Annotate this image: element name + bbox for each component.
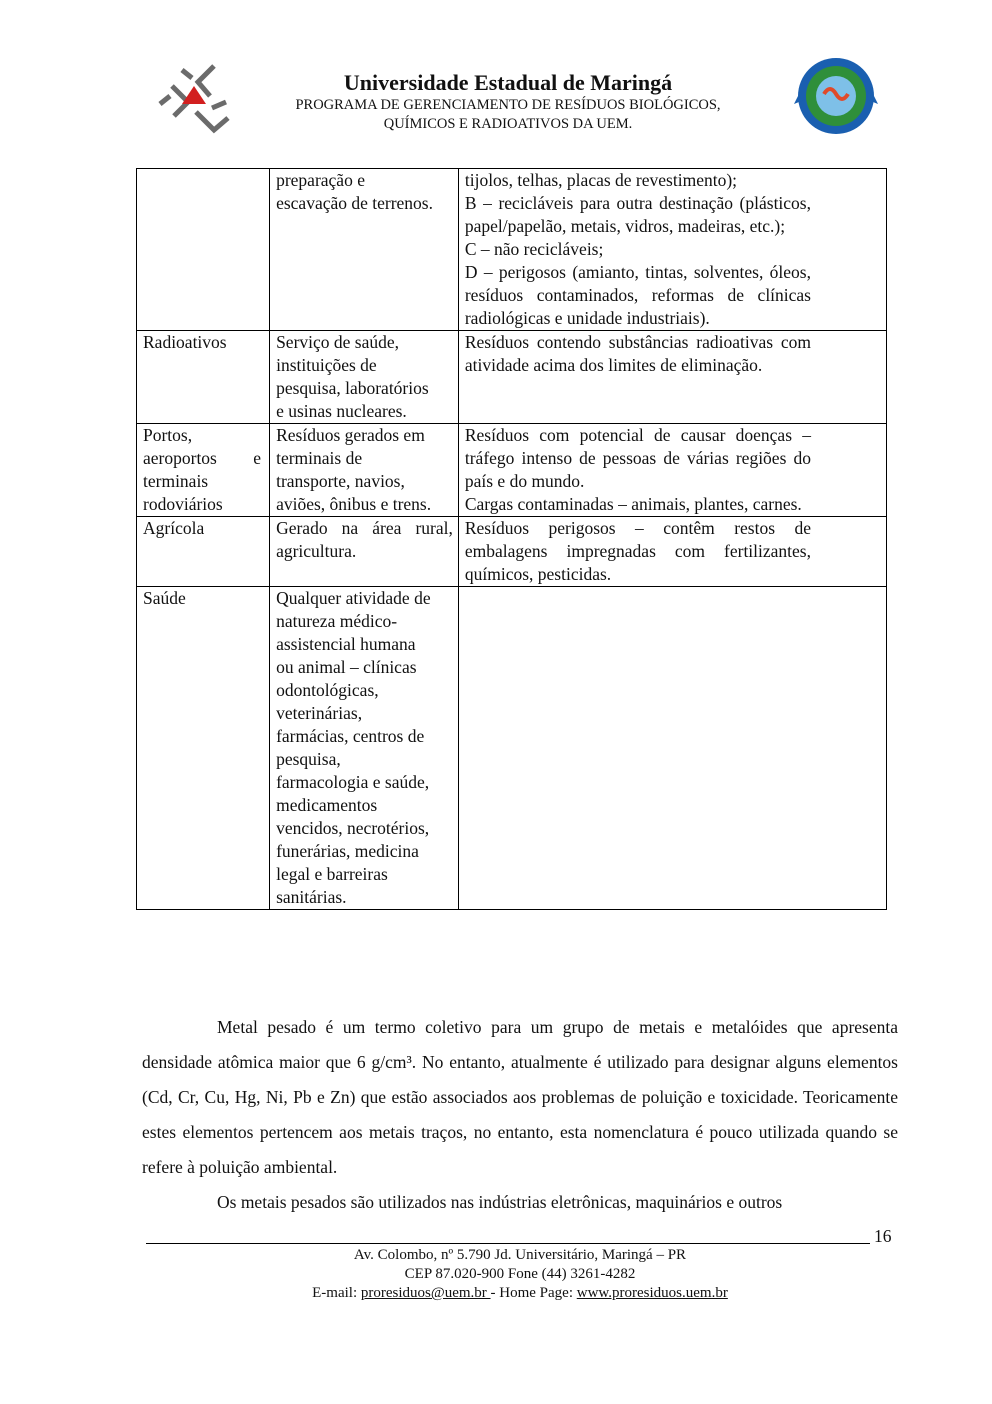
footer-divider	[146, 1243, 870, 1244]
source-line: legal e barreiras	[276, 864, 388, 884]
proresiduos-logo-icon	[794, 54, 878, 138]
page-footer	[250, 1246, 790, 1303]
table-row	[137, 331, 887, 424]
source-line: instituições de	[276, 355, 377, 375]
table-cell-description	[458, 424, 886, 517]
source-line: e usinas nucleares.	[276, 401, 407, 421]
table-cell-type: Agrícola	[137, 517, 270, 587]
table-cell-type: Saúde	[137, 587, 270, 910]
source-line: ou animal – clínicas	[276, 657, 417, 677]
table-row	[137, 424, 887, 517]
table-row	[137, 169, 887, 331]
university-name: Universidade Estadual de Maringá	[343, 70, 673, 95]
source-line: preparação e	[276, 170, 365, 190]
table-cell-source	[270, 587, 459, 910]
waste-types-table	[136, 168, 887, 910]
program-name	[250, 96, 766, 134]
program-line-1: PROGRAMA DE GERENCIAMENTO DE RESÍDUOS BIOLÓGICOS,	[295, 97, 721, 113]
source-line: assistencial humana	[276, 634, 416, 654]
uem-logo-icon	[152, 56, 236, 140]
paragraph: Os metais pesados são utilizados nas indústrias eletrônicas, maquinários e outros	[217, 1192, 783, 1212]
source-line: Serviço de saúde,	[276, 332, 400, 352]
program-line-2: QUÍMICOS E RADIOATIVOS DA UEM.	[383, 116, 633, 132]
source-line: veterinárias,	[276, 703, 363, 723]
description-line: Resíduos contendo substâncias radioativas com atividade acima dos limites de eliminação.	[464, 332, 811, 375]
description-line: D – perigosos (amianto, tintas, solventes, óleos, resíduos contaminados, reformas de clínicas radiológicas e unidade industriais).	[464, 262, 811, 328]
table-cell-type	[137, 169, 270, 331]
homepage-label: - Home Page:	[490, 1285, 577, 1301]
table-cell-source	[270, 517, 459, 587]
source-line: pesquisa,	[276, 749, 341, 769]
description-line: Resíduos perigosos – contêm restos de embalagens impregnadas com fertilizantes, químicos, pesticidas.	[464, 518, 811, 584]
table-cell-description	[458, 517, 886, 587]
table-row	[137, 517, 887, 587]
description-line: B – recicláveis para outra destinação (plásticos, papel/papelão, metais, vidros, madeiras, etc.);	[464, 193, 811, 236]
source-line: pesquisa, laboratórios	[276, 378, 429, 398]
page-number: 16	[874, 1226, 892, 1246]
table-cell-source	[270, 424, 459, 517]
footer-contact	[250, 1284, 790, 1303]
source-line: natureza médico-	[276, 611, 398, 631]
source-line: Resíduos gerados em	[276, 425, 425, 445]
source-line: sanitárias.	[276, 887, 347, 907]
description-line: Cargas contaminadas – animais, plantes, carnes.	[464, 494, 802, 514]
table-cell-description	[458, 169, 886, 331]
page-header	[0, 0, 992, 150]
source-line: odontológicas,	[276, 680, 379, 700]
description-line: C – não recicláveis;	[464, 239, 604, 259]
table-cell-description	[458, 331, 886, 424]
table-cell-type: Portos, aeroportos e terminais rodoviários	[137, 424, 270, 517]
table-cell-source	[270, 331, 459, 424]
body-text	[142, 1010, 898, 1220]
source-line: terminais de	[276, 448, 363, 468]
source-line: farmacologia e saúde,	[276, 772, 430, 792]
description-line: tijolos, telhas, placas de revestimento);	[464, 170, 738, 190]
source-line: transporte, navios,	[276, 471, 405, 491]
source-line: vencidos, necrotérios,	[276, 818, 430, 838]
footer-cep-phone: CEP 87.020-900 Fone (44) 3261-4282	[404, 1266, 636, 1282]
table-cell-source	[270, 169, 459, 331]
table-cell-description	[458, 587, 886, 910]
description-line: Resíduos com potencial de causar doenças – tráfego intenso de pessoas de várias regiões do país e do mundo.	[464, 425, 811, 491]
source-line: escavação de terrenos.	[276, 193, 433, 213]
table-cell-type: Radioativos	[137, 331, 270, 424]
email-link[interactable]: proresiduos@uem.br	[360, 1285, 491, 1301]
source-line: funerárias, medicina	[276, 841, 419, 861]
source-line: aviões, ônibus e trens.	[276, 494, 432, 514]
source-line: medicamentos	[276, 795, 378, 815]
email-label: E-mail:	[312, 1285, 361, 1301]
source-line: Qualquer atividade de	[276, 588, 431, 608]
footer-address: Av. Colombo, nº 5.790 Jd. Universitário, Maringá – PR	[353, 1247, 687, 1263]
homepage-link[interactable]: www.proresiduos.uem.br	[576, 1285, 728, 1301]
source-line: Gerado na área rural, agricultura.	[276, 518, 453, 561]
paragraph: Metal pesado é um termo coletivo para um grupo de metais e metalóides que apresenta densidade atômica maior que 6 g/cm³. No entanto, atualmente é utilizado para designar alguns elementos (Cd, Cr, Cu, Hg, Ni, Pb e Zn) que estão associados aos problemas de poluição e toxicidade. Teoricamente estes elementos pertencem aos metais traços, no entanto, esta nomenclatura é pouco utilizada quando se refere à poluição ambiental.	[142, 1017, 898, 1177]
table-row	[137, 587, 887, 910]
source-line: farmácias, centros de	[276, 726, 425, 746]
